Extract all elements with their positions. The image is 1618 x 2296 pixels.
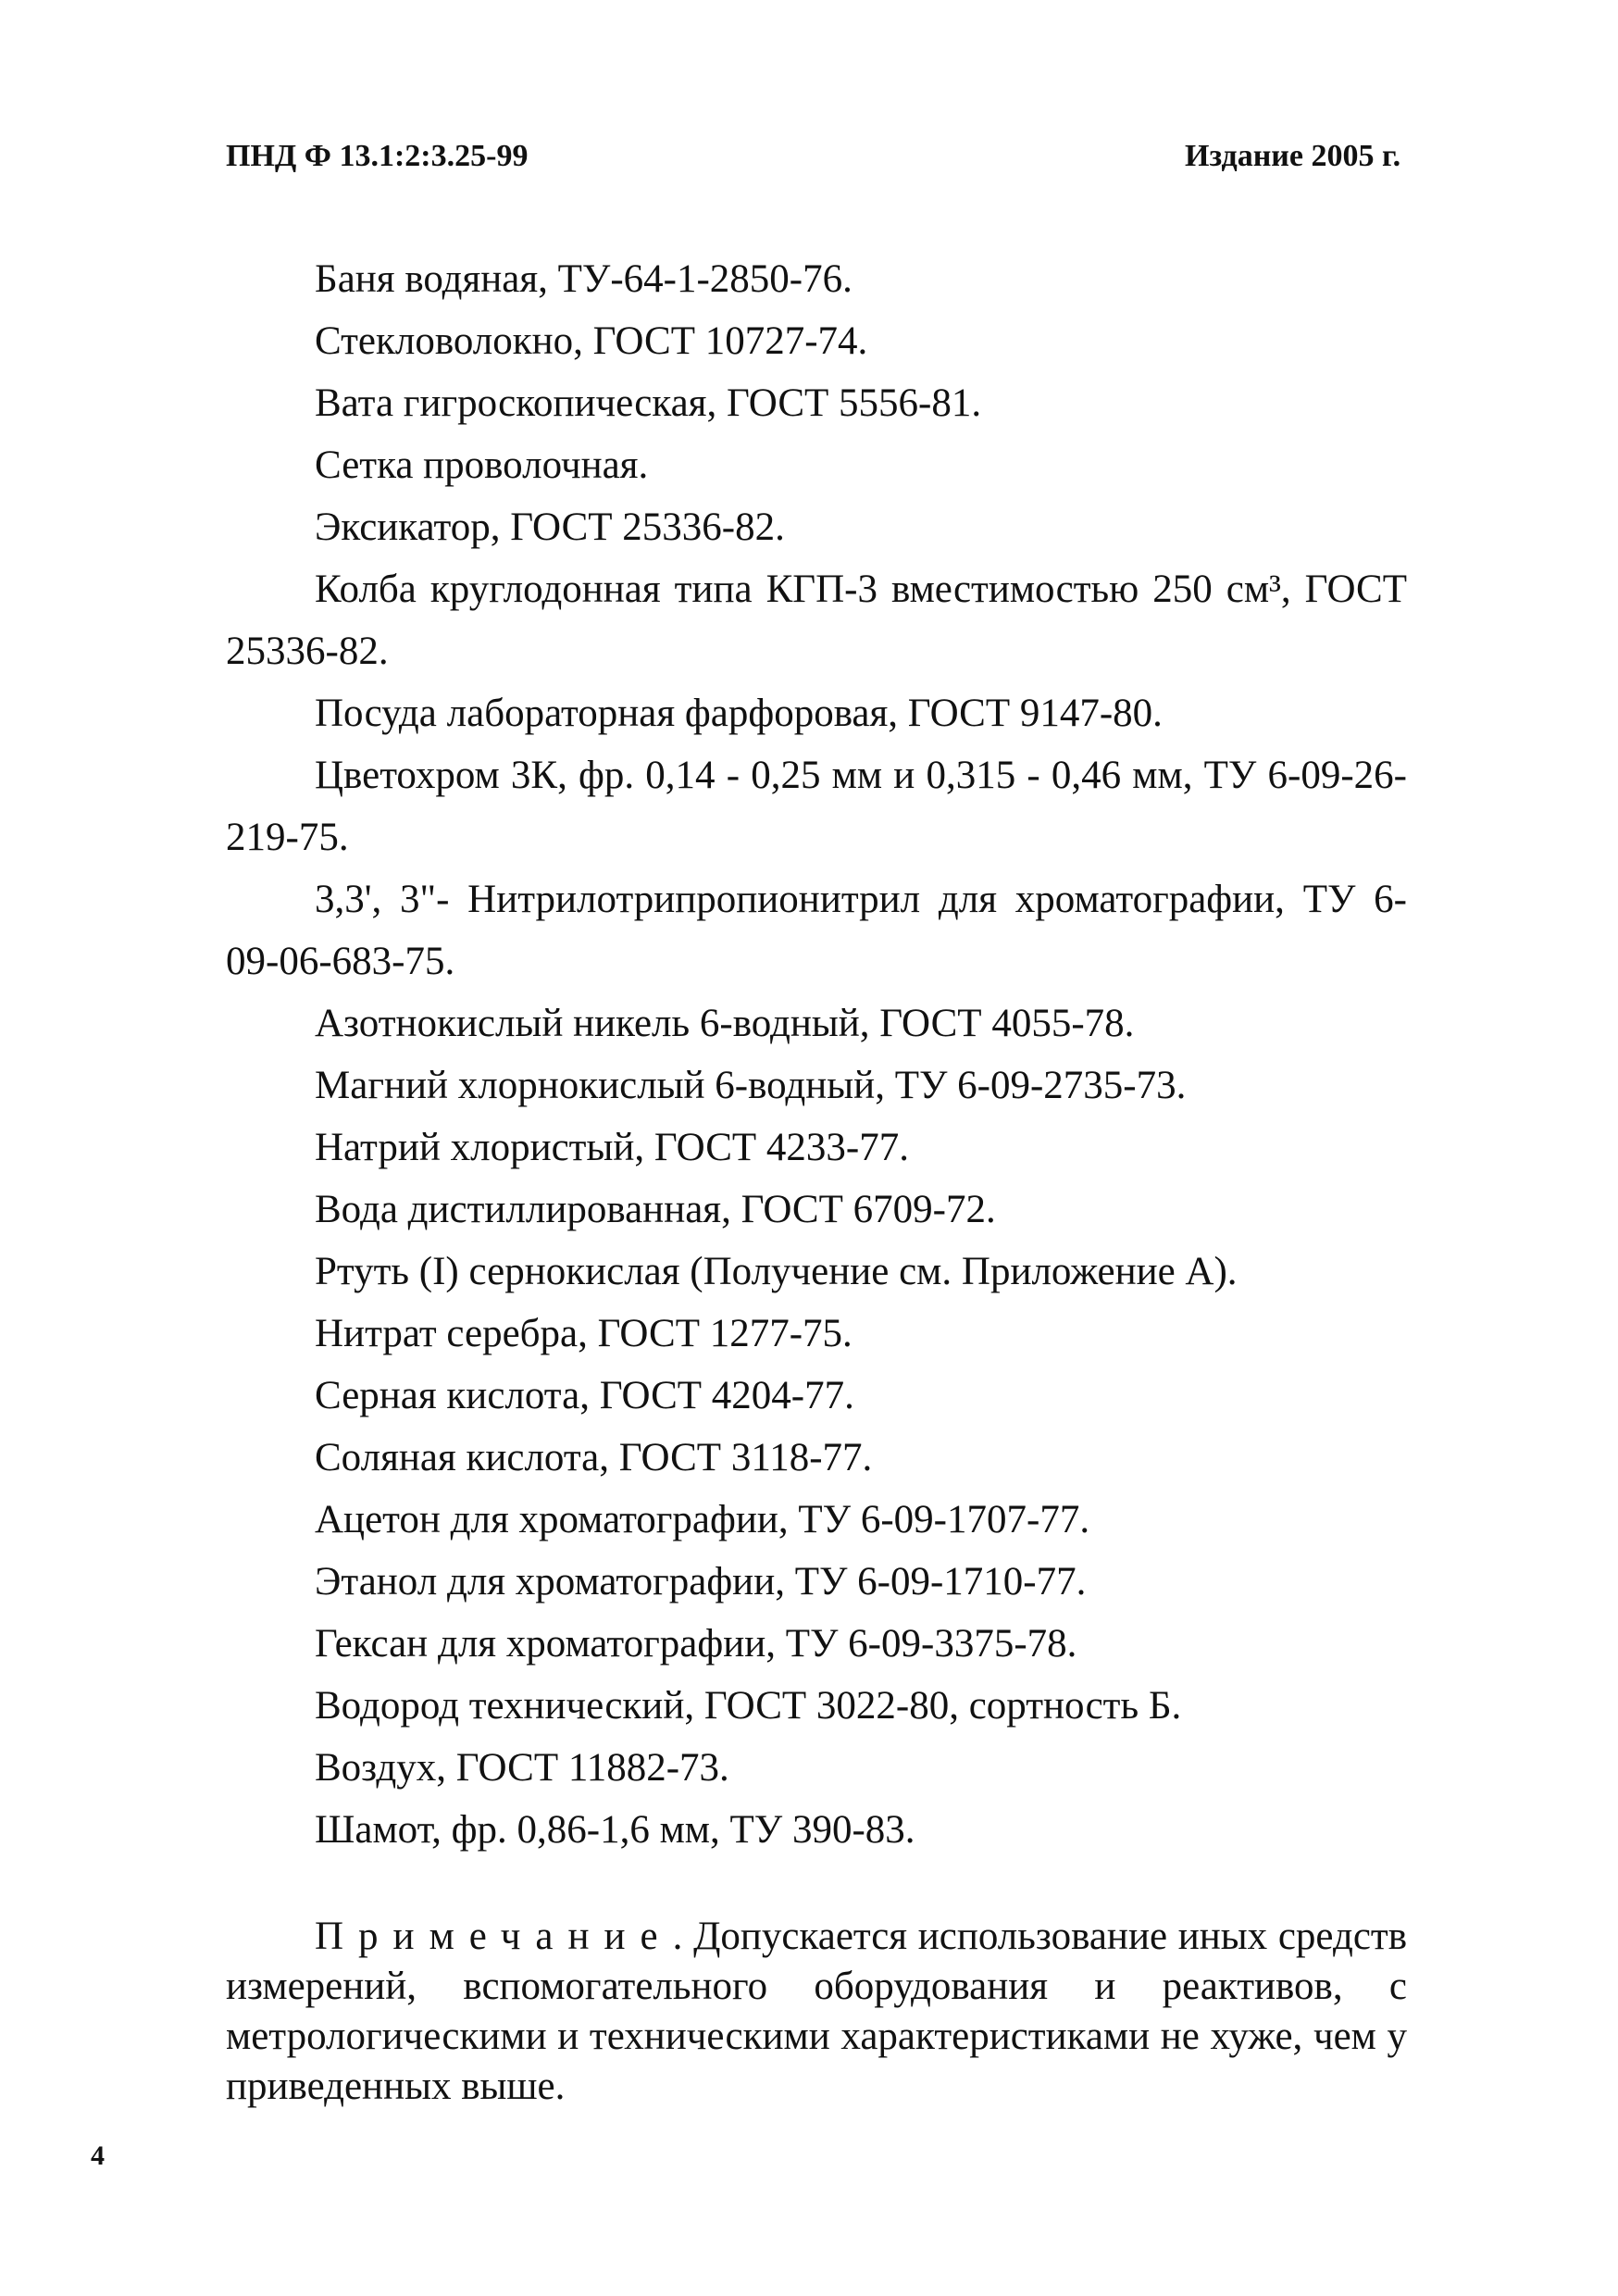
list-item: Вата гигроскопическая, ГОСТ 5556-81.	[315, 381, 982, 425]
list-item: Посуда лабораторная фарфоровая, ГОСТ 9147-80.	[315, 692, 1163, 735]
note-text: . Допускается использование иных средств измерений, вспомогательного оборудования и реактивов, с метрологическими и техническими характеристиками не хуже, чем у приведенных выше.	[226, 1915, 1407, 2108]
page-number: 4	[91, 2140, 105, 2171]
edition-label: Издание 2005 г.	[1185, 139, 1401, 173]
document-code: ПНД Ф 13.1:2:3.25-99	[226, 139, 529, 173]
list-item: 3,3', 3"- Нитрилотрипропионитрил для хроматографии, ТУ 6-09-06-683-75.	[226, 878, 1407, 983]
list-item: Этанол для хроматографии, ТУ 6-09-1710-77.	[315, 1560, 1087, 1603]
list-item: Цветохром 3К, фр. 0,14 - 0,25 мм и 0,315 - 0,46 мм, ТУ 6-09-26-219-75.	[226, 754, 1407, 859]
list-item: Серная кислота, ГОСТ 4204-77.	[315, 1374, 854, 1417]
list-item: Соляная кислота, ГОСТ 3118-77.	[315, 1436, 873, 1479]
list-item: Гексан для хроматографии, ТУ 6-09-3375-78.	[315, 1622, 1077, 1666]
list-item: Водород технический, ГОСТ 3022-80, сортность Б.	[315, 1684, 1182, 1728]
list-item: Эксикатор, ГОСТ 25336-82.	[315, 505, 785, 549]
list-item: Шамот, фр. 0,86-1,6 мм, ТУ 390-83.	[315, 1808, 915, 1852]
list-item: Баня водяная, ТУ-64-1-2850-76.	[315, 257, 853, 301]
list-item: Воздух, ГОСТ 11882-73.	[315, 1746, 729, 1790]
list-item: Ацетон для хроматографии, ТУ 6-09-1707-77.	[315, 1498, 1090, 1541]
list-item: Магний хлорнокислый 6-водный, ТУ 6-09-2735-73.	[315, 1064, 1187, 1107]
list-item: Стекловолокно, ГОСТ 10727-74.	[315, 319, 868, 363]
list-item: Азотнокислый никель 6-водный, ГОСТ 4055-78.	[315, 1002, 1135, 1045]
list-item: Ртуть (I) сернокислая (Получение см. Приложение А).	[315, 1250, 1238, 1293]
list-item: Колба круглодонная типа КГП-3 вместимостью 250 см³, ГОСТ 25336-82.	[226, 568, 1407, 673]
list-item: Вода дистиллированная, ГОСТ 6709-72.	[315, 1188, 996, 1231]
note-paragraph	[226, 1912, 1407, 2112]
equipment-list	[226, 248, 1407, 1861]
list-item: Сетка проволочная.	[315, 443, 649, 487]
list-item: Натрий хлористый, ГОСТ 4233-77.	[315, 1126, 909, 1169]
note-label: Примечание	[315, 1915, 673, 1958]
list-item: Нитрат серебра, ГОСТ 1277-75.	[315, 1312, 853, 1355]
